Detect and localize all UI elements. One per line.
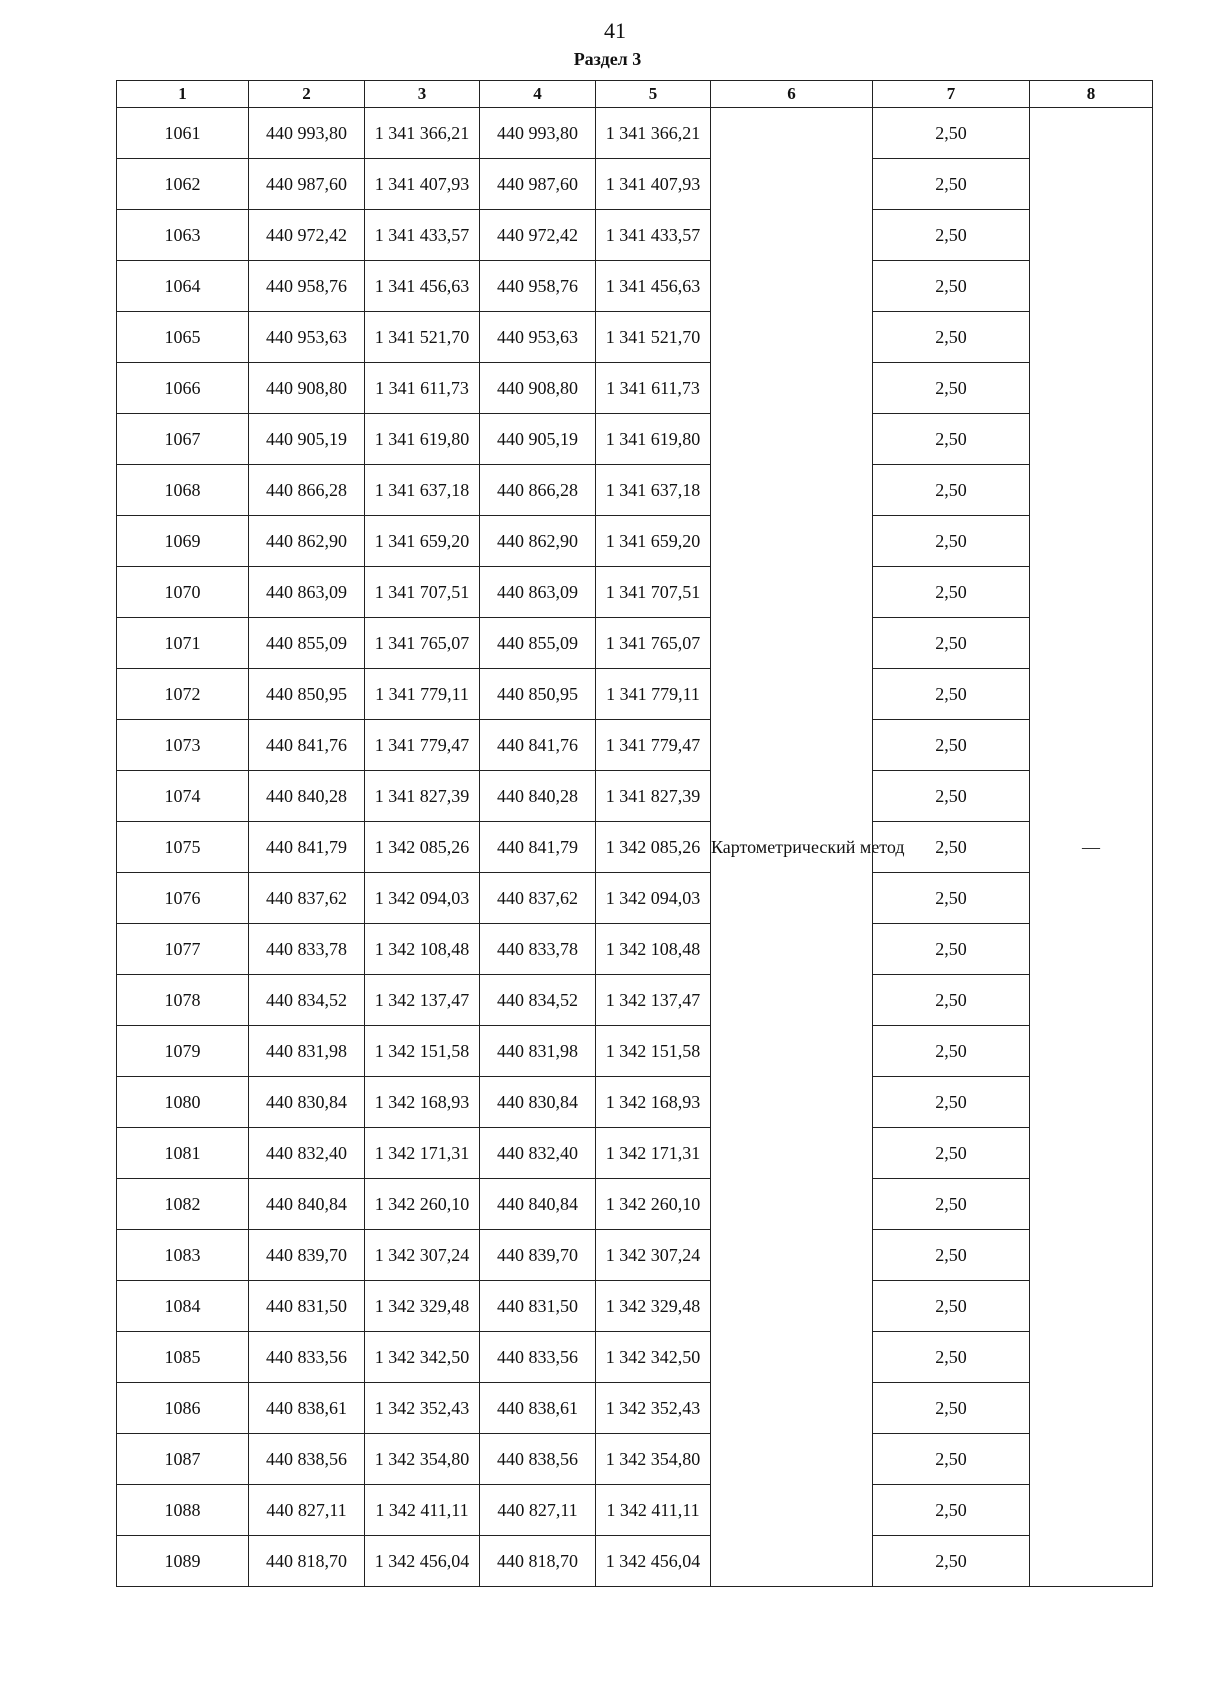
y-coordinate-cell: 1 341 456,63 <box>365 261 480 312</box>
x-coordinate-cell: 440 837,62 <box>480 873 596 924</box>
x-coordinate-cell: 440 838,61 <box>249 1383 365 1434</box>
y-coordinate-cell: 1 342 354,80 <box>596 1434 711 1485</box>
x-coordinate-cell: 440 862,90 <box>249 516 365 567</box>
accuracy-cell: 2,50 <box>873 1077 1030 1128</box>
y-coordinate-cell: 1 342 352,43 <box>596 1383 711 1434</box>
table-row <box>117 1128 1153 1179</box>
accuracy-cell: 2,50 <box>873 1536 1030 1587</box>
point-number-cell: 1076 <box>117 873 249 924</box>
accuracy-cell: 2,50 <box>873 465 1030 516</box>
y-coordinate-cell: 1 341 827,39 <box>596 771 711 822</box>
accuracy-cell: 2,50 <box>873 873 1030 924</box>
y-coordinate-cell: 1 341 707,51 <box>596 567 711 618</box>
method-cell: Картометрический метод <box>711 108 873 1587</box>
x-coordinate-cell: 440 838,56 <box>480 1434 596 1485</box>
x-coordinate-cell: 440 863,09 <box>249 567 365 618</box>
table-row <box>117 1026 1153 1077</box>
point-number-cell: 1087 <box>117 1434 249 1485</box>
table-row <box>117 924 1153 975</box>
table-row <box>117 771 1153 822</box>
accuracy-cell: 2,50 <box>873 1179 1030 1230</box>
x-coordinate-cell: 440 833,56 <box>480 1332 596 1383</box>
y-coordinate-cell: 1 342 094,03 <box>365 873 480 924</box>
y-coordinate-cell: 1 342 137,47 <box>365 975 480 1026</box>
point-number-cell: 1082 <box>117 1179 249 1230</box>
page-number: 41 <box>604 18 626 43</box>
column-header: 4 <box>480 81 596 108</box>
y-coordinate-cell: 1 341 407,93 <box>365 159 480 210</box>
table-row <box>117 1281 1153 1332</box>
x-coordinate-cell: 440 972,42 <box>480 210 596 261</box>
y-coordinate-cell: 1 342 137,47 <box>596 975 711 1026</box>
x-coordinate-cell: 440 841,79 <box>249 822 365 873</box>
accuracy-cell: 2,50 <box>873 159 1030 210</box>
y-coordinate-cell: 1 342 260,10 <box>596 1179 711 1230</box>
table-row <box>117 1434 1153 1485</box>
x-coordinate-cell: 440 958,76 <box>249 261 365 312</box>
y-coordinate-cell: 1 341 637,18 <box>365 465 480 516</box>
accuracy-cell: 2,50 <box>873 1281 1030 1332</box>
x-coordinate-cell: 440 838,61 <box>480 1383 596 1434</box>
accuracy-cell: 2,50 <box>873 1230 1030 1281</box>
y-coordinate-cell: 1 341 765,07 <box>596 618 711 669</box>
accuracy-cell: 2,50 <box>873 312 1030 363</box>
x-coordinate-cell: 440 841,76 <box>480 720 596 771</box>
point-number-cell: 1067 <box>117 414 249 465</box>
table-row <box>117 312 1153 363</box>
point-number-cell: 1072 <box>117 669 249 720</box>
table-row <box>117 210 1153 261</box>
y-coordinate-cell: 1 342 456,04 <box>365 1536 480 1587</box>
column-header: 5 <box>596 81 711 108</box>
accuracy-cell: 2,50 <box>873 1434 1030 1485</box>
table-row <box>117 1536 1153 1587</box>
accuracy-cell: 2,50 <box>873 1128 1030 1179</box>
point-number-cell: 1066 <box>117 363 249 414</box>
accuracy-cell: 2,50 <box>873 363 1030 414</box>
point-number-cell: 1074 <box>117 771 249 822</box>
x-coordinate-cell: 440 834,52 <box>480 975 596 1026</box>
table-row <box>117 669 1153 720</box>
accuracy-cell: 2,50 <box>873 975 1030 1026</box>
y-coordinate-cell: 1 342 085,26 <box>596 822 711 873</box>
table-row <box>117 363 1153 414</box>
x-coordinate-cell: 440 953,63 <box>480 312 596 363</box>
table-row <box>117 465 1153 516</box>
y-coordinate-cell: 1 341 433,57 <box>365 210 480 261</box>
x-coordinate-cell: 440 972,42 <box>249 210 365 261</box>
x-coordinate-cell: 440 840,28 <box>249 771 365 822</box>
y-coordinate-cell: 1 341 366,21 <box>365 108 480 159</box>
column-header: 1 <box>117 81 249 108</box>
x-coordinate-cell: 440 833,56 <box>249 1332 365 1383</box>
table-row <box>117 159 1153 210</box>
point-number-cell: 1062 <box>117 159 249 210</box>
point-number-cell: 1070 <box>117 567 249 618</box>
point-number-cell: 1061 <box>117 108 249 159</box>
note-cell: — <box>1030 108 1153 1587</box>
y-coordinate-cell: 1 341 637,18 <box>596 465 711 516</box>
x-coordinate-cell: 440 866,28 <box>480 465 596 516</box>
x-coordinate-cell: 440 905,19 <box>249 414 365 465</box>
point-number-cell: 1089 <box>117 1536 249 1587</box>
x-coordinate-cell: 440 818,70 <box>480 1536 596 1587</box>
y-coordinate-cell: 1 341 521,70 <box>365 312 480 363</box>
point-number-cell: 1065 <box>117 312 249 363</box>
table-row <box>117 1077 1153 1128</box>
y-coordinate-cell: 1 341 433,57 <box>596 210 711 261</box>
y-coordinate-cell: 1 341 407,93 <box>596 159 711 210</box>
accuracy-cell: 2,50 <box>873 261 1030 312</box>
accuracy-cell: 2,50 <box>873 618 1030 669</box>
y-coordinate-cell: 1 341 707,51 <box>365 567 480 618</box>
coordinates-table <box>116 80 1153 1587</box>
x-coordinate-cell: 440 830,84 <box>480 1077 596 1128</box>
y-coordinate-cell: 1 342 411,11 <box>596 1485 711 1536</box>
x-coordinate-cell: 440 866,28 <box>249 465 365 516</box>
point-number-cell: 1086 <box>117 1383 249 1434</box>
x-coordinate-cell: 440 908,80 <box>480 363 596 414</box>
point-number-cell: 1077 <box>117 924 249 975</box>
table-row <box>117 567 1153 618</box>
point-number-cell: 1064 <box>117 261 249 312</box>
column-header: 3 <box>365 81 480 108</box>
y-coordinate-cell: 1 342 411,11 <box>365 1485 480 1536</box>
table-row <box>117 720 1153 771</box>
y-coordinate-cell: 1 342 171,31 <box>365 1128 480 1179</box>
accuracy-cell: 2,50 <box>873 210 1030 261</box>
x-coordinate-cell: 440 833,78 <box>249 924 365 975</box>
x-coordinate-cell: 440 827,11 <box>480 1485 596 1536</box>
x-coordinate-cell: 440 840,84 <box>249 1179 365 1230</box>
x-coordinate-cell: 440 832,40 <box>480 1128 596 1179</box>
x-coordinate-cell: 440 987,60 <box>249 159 365 210</box>
accuracy-cell: 2,50 <box>873 669 1030 720</box>
point-number-cell: 1069 <box>117 516 249 567</box>
point-number-cell: 1078 <box>117 975 249 1026</box>
x-coordinate-cell: 440 831,50 <box>249 1281 365 1332</box>
y-coordinate-cell: 1 342 342,50 <box>365 1332 480 1383</box>
x-coordinate-cell: 440 838,56 <box>249 1434 365 1485</box>
x-coordinate-cell: 440 837,62 <box>249 873 365 924</box>
x-coordinate-cell: 440 905,19 <box>480 414 596 465</box>
x-coordinate-cell: 440 958,76 <box>480 261 596 312</box>
point-number-cell: 1081 <box>117 1128 249 1179</box>
table-row <box>117 1179 1153 1230</box>
point-number-cell: 1085 <box>117 1332 249 1383</box>
accuracy-cell: 2,50 <box>873 516 1030 567</box>
x-coordinate-cell: 440 855,09 <box>480 618 596 669</box>
y-coordinate-cell: 1 341 659,20 <box>365 516 480 567</box>
accuracy-cell: 2,50 <box>873 1026 1030 1077</box>
table-row <box>117 873 1153 924</box>
x-coordinate-cell: 440 832,40 <box>249 1128 365 1179</box>
y-coordinate-cell: 1 342 108,48 <box>596 924 711 975</box>
table-row <box>117 618 1153 669</box>
y-coordinate-cell: 1 341 827,39 <box>365 771 480 822</box>
table-row <box>117 1485 1153 1536</box>
point-number-cell: 1088 <box>117 1485 249 1536</box>
accuracy-cell: 2,50 <box>873 822 1030 873</box>
x-coordinate-cell: 440 818,70 <box>249 1536 365 1587</box>
table-header-row <box>117 81 1153 108</box>
y-coordinate-cell: 1 341 619,80 <box>596 414 711 465</box>
accuracy-cell: 2,50 <box>873 1332 1030 1383</box>
x-coordinate-cell: 440 831,50 <box>480 1281 596 1332</box>
y-coordinate-cell: 1 341 779,47 <box>596 720 711 771</box>
accuracy-cell: 2,50 <box>873 1383 1030 1434</box>
y-coordinate-cell: 1 342 171,31 <box>596 1128 711 1179</box>
x-coordinate-cell: 440 908,80 <box>249 363 365 414</box>
y-coordinate-cell: 1 342 168,93 <box>365 1077 480 1128</box>
x-coordinate-cell: 440 840,84 <box>480 1179 596 1230</box>
point-number-cell: 1073 <box>117 720 249 771</box>
column-header: 2 <box>249 81 365 108</box>
point-number-cell: 1080 <box>117 1077 249 1128</box>
x-coordinate-cell: 440 850,95 <box>249 669 365 720</box>
x-coordinate-cell: 440 850,95 <box>480 669 596 720</box>
x-coordinate-cell: 440 953,63 <box>249 312 365 363</box>
table-row <box>117 1332 1153 1383</box>
y-coordinate-cell: 1 342 329,48 <box>596 1281 711 1332</box>
accuracy-cell: 2,50 <box>873 108 1030 159</box>
x-coordinate-cell: 440 831,98 <box>480 1026 596 1077</box>
x-coordinate-cell: 440 834,52 <box>249 975 365 1026</box>
x-coordinate-cell: 440 839,70 <box>480 1230 596 1281</box>
column-header: 6 <box>711 81 873 108</box>
y-coordinate-cell: 1 342 168,93 <box>596 1077 711 1128</box>
x-coordinate-cell: 440 993,80 <box>480 108 596 159</box>
x-coordinate-cell: 440 841,76 <box>249 720 365 771</box>
table-body <box>117 108 1153 1587</box>
y-coordinate-cell: 1 342 151,58 <box>596 1026 711 1077</box>
y-coordinate-cell: 1 341 619,80 <box>365 414 480 465</box>
x-coordinate-cell: 440 862,90 <box>480 516 596 567</box>
table-row <box>117 975 1153 1026</box>
accuracy-cell: 2,50 <box>873 720 1030 771</box>
point-number-cell: 1063 <box>117 210 249 261</box>
table-row <box>117 414 1153 465</box>
point-number-cell: 1079 <box>117 1026 249 1077</box>
table-row <box>117 822 1153 873</box>
y-coordinate-cell: 1 341 779,11 <box>596 669 711 720</box>
x-coordinate-cell: 440 839,70 <box>249 1230 365 1281</box>
y-coordinate-cell: 1 341 456,63 <box>596 261 711 312</box>
x-coordinate-cell: 440 863,09 <box>480 567 596 618</box>
column-header: 8 <box>1030 81 1153 108</box>
section-title: Раздел 3 <box>573 49 642 69</box>
x-coordinate-cell: 440 855,09 <box>249 618 365 669</box>
y-coordinate-cell: 1 341 659,20 <box>596 516 711 567</box>
accuracy-cell: 2,50 <box>873 1485 1030 1536</box>
y-coordinate-cell: 1 342 307,24 <box>596 1230 711 1281</box>
y-coordinate-cell: 1 342 151,58 <box>365 1026 480 1077</box>
y-coordinate-cell: 1 342 354,80 <box>365 1434 480 1485</box>
y-coordinate-cell: 1 342 260,10 <box>365 1179 480 1230</box>
y-coordinate-cell: 1 341 765,07 <box>365 618 480 669</box>
point-number-cell: 1068 <box>117 465 249 516</box>
x-coordinate-cell: 440 987,60 <box>480 159 596 210</box>
column-header: 7 <box>873 81 1030 108</box>
accuracy-cell: 2,50 <box>873 924 1030 975</box>
x-coordinate-cell: 440 830,84 <box>249 1077 365 1128</box>
y-coordinate-cell: 1 342 352,43 <box>365 1383 480 1434</box>
y-coordinate-cell: 1 341 366,21 <box>596 108 711 159</box>
y-coordinate-cell: 1 341 779,11 <box>365 669 480 720</box>
y-coordinate-cell: 1 341 521,70 <box>596 312 711 363</box>
table-row <box>117 108 1153 159</box>
y-coordinate-cell: 1 341 611,73 <box>596 363 711 414</box>
x-coordinate-cell: 440 831,98 <box>249 1026 365 1077</box>
table-row <box>117 261 1153 312</box>
x-coordinate-cell: 440 840,28 <box>480 771 596 822</box>
y-coordinate-cell: 1 342 085,26 <box>365 822 480 873</box>
y-coordinate-cell: 1 342 342,50 <box>596 1332 711 1383</box>
accuracy-cell: 2,50 <box>873 771 1030 822</box>
point-number-cell: 1071 <box>117 618 249 669</box>
x-coordinate-cell: 440 833,78 <box>480 924 596 975</box>
table-row <box>117 1230 1153 1281</box>
y-coordinate-cell: 1 342 094,03 <box>596 873 711 924</box>
y-coordinate-cell: 1 342 456,04 <box>596 1536 711 1587</box>
x-coordinate-cell: 440 993,80 <box>249 108 365 159</box>
x-coordinate-cell: 440 827,11 <box>249 1485 365 1536</box>
accuracy-cell: 2,50 <box>873 414 1030 465</box>
y-coordinate-cell: 1 341 611,73 <box>365 363 480 414</box>
point-number-cell: 1084 <box>117 1281 249 1332</box>
y-coordinate-cell: 1 341 779,47 <box>365 720 480 771</box>
accuracy-cell: 2,50 <box>873 567 1030 618</box>
table-row <box>117 1383 1153 1434</box>
x-coordinate-cell: 440 841,79 <box>480 822 596 873</box>
point-number-cell: 1075 <box>117 822 249 873</box>
table-row <box>117 516 1153 567</box>
y-coordinate-cell: 1 342 307,24 <box>365 1230 480 1281</box>
point-number-cell: 1083 <box>117 1230 249 1281</box>
y-coordinate-cell: 1 342 329,48 <box>365 1281 480 1332</box>
y-coordinate-cell: 1 342 108,48 <box>365 924 480 975</box>
